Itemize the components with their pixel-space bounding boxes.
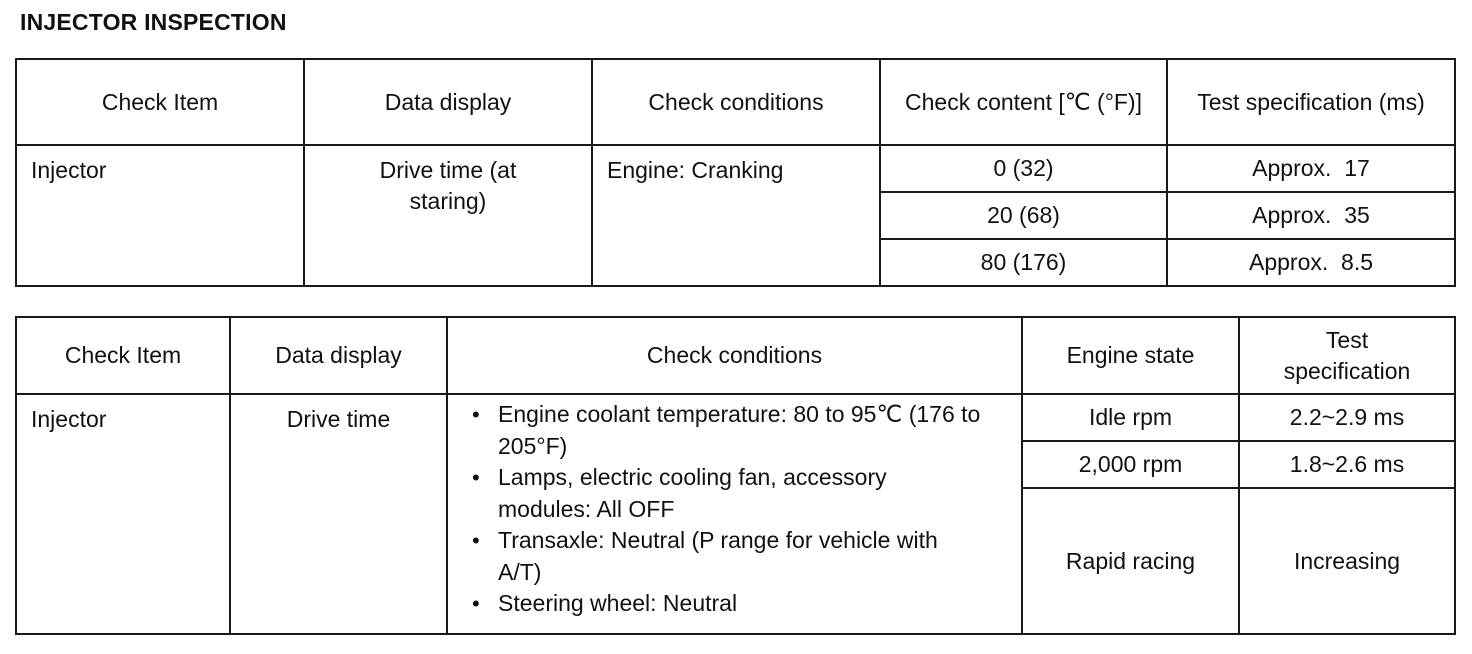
check-content-cell: 0 (32) <box>880 145 1167 192</box>
header-check-item: Check Item <box>16 317 230 394</box>
check-content-cell: 20 (68) <box>880 192 1167 239</box>
header-check-content: Check content [℃ (°F)] <box>880 59 1167 145</box>
test-spec-cell: Approx. 35 <box>1167 192 1455 239</box>
check-conditions-list <box>448 399 985 620</box>
header-data-display: Data display <box>304 59 592 145</box>
header-check-conditions: Check conditions <box>447 317 1022 394</box>
test-spec-cell: Approx. 17 <box>1167 145 1455 192</box>
engine-state-cell: 2,000 rpm <box>1022 441 1239 488</box>
list-item: • Steering wheel: Neutral <box>472 588 985 620</box>
header-check-conditions: Check conditions <box>592 59 880 145</box>
check-content-cell: 80 (176) <box>880 239 1167 286</box>
list-item: • Transaxle: Neutral (P range for vehicle with A/T) <box>472 525 985 588</box>
header-test-specification: Test specification <box>1239 317 1455 394</box>
check-conditions-cell <box>447 394 1022 634</box>
list-item: • Engine coolant temperature: 80 to 95℃ (176 to 205°F) <box>472 399 985 462</box>
table-row <box>16 394 1455 441</box>
check-item-cell: Injector <box>16 394 230 634</box>
injector-starting-table <box>15 58 1456 287</box>
page-title: INJECTOR INSPECTION <box>20 9 287 35</box>
engine-state-cell: Idle rpm <box>1022 394 1239 441</box>
test-spec-cell: Approx. 8.5 <box>1167 239 1455 286</box>
injector-drive-time-table <box>15 316 1456 635</box>
test-spec-cell: Increasing <box>1239 488 1455 634</box>
header-data-display: Data display <box>230 317 447 394</box>
header-test-specification: Test specification (ms) <box>1167 59 1455 145</box>
test-spec-cell: 1.8~2.6 ms <box>1239 441 1455 488</box>
table-row <box>16 145 1455 192</box>
table-header-row <box>16 59 1455 145</box>
header-check-item: Check Item <box>16 59 304 145</box>
data-display-cell: Drive time (at staring) <box>304 145 592 286</box>
check-conditions-cell: Engine: Cranking <box>592 145 880 286</box>
table-header-row <box>16 317 1455 394</box>
engine-state-cell: Rapid racing <box>1022 488 1239 634</box>
list-item: • Lamps, electric cooling fan, accessory modules: All OFF <box>472 462 985 525</box>
check-item-cell: Injector <box>16 145 304 286</box>
test-spec-cell: 2.2~2.9 ms <box>1239 394 1455 441</box>
data-display-cell: Drive time <box>230 394 447 634</box>
header-engine-state: Engine state <box>1022 317 1239 394</box>
